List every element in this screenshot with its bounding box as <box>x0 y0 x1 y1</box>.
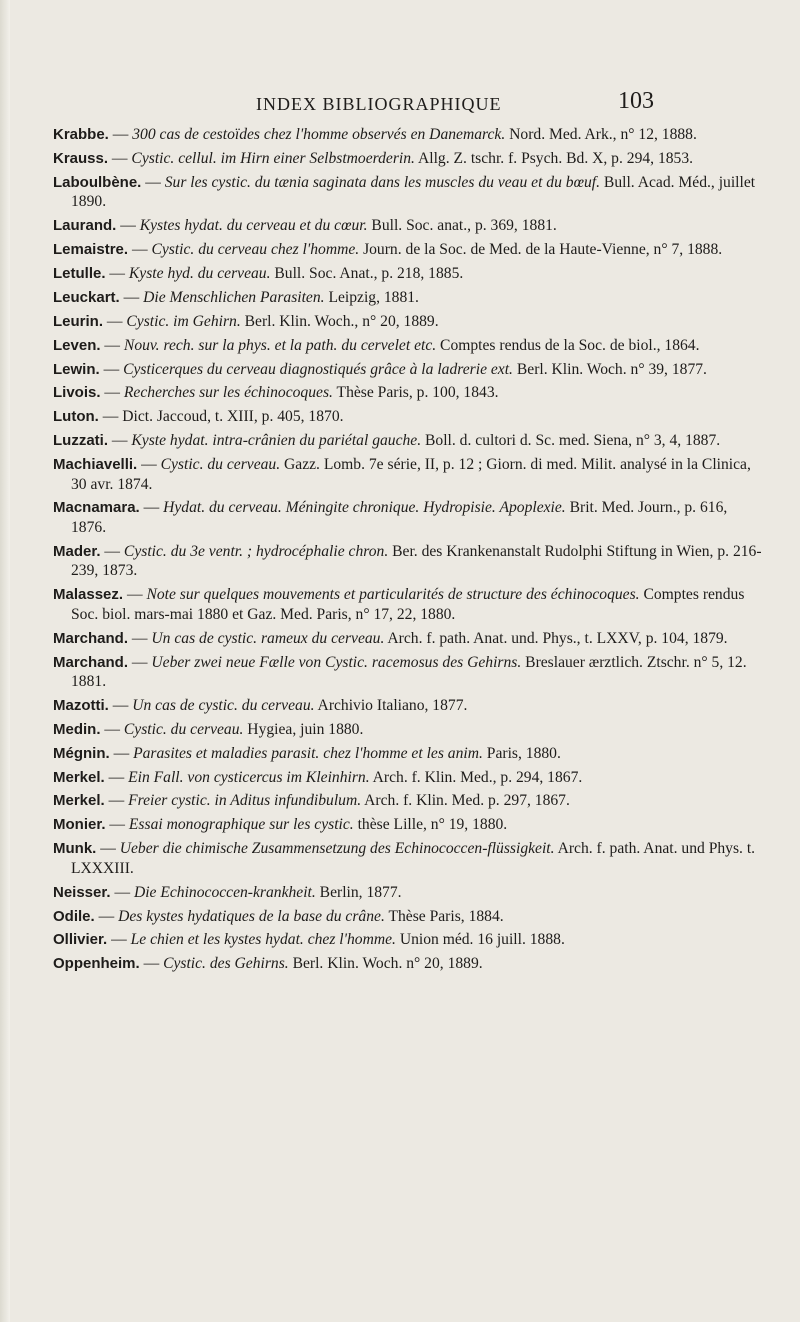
entry-separator: — <box>100 336 124 354</box>
entry-separator: — <box>104 768 129 786</box>
entry-author: Leurin. <box>53 312 104 330</box>
bibliography-entry <box>53 336 763 356</box>
entry-source: Bull. Acad. Méd., juillet 1890. <box>71 173 756 211</box>
entry-author: Mazotti. <box>53 696 109 714</box>
entry-author: Monier. <box>53 816 106 834</box>
entry-source: Nord. Med. Ark., n° 12, 1888. <box>505 126 697 143</box>
entry-separator: — <box>107 931 131 949</box>
bibliography-entry <box>53 455 763 494</box>
entry-source: Dict. Jaccoud, t. XIII, p. 405, 1870. <box>122 408 344 426</box>
entry-source: Arch. f. Klin. Med., p. 294, 1867. <box>369 768 583 786</box>
entry-separator: — <box>116 217 140 235</box>
entry-title: Cystic. du 3e ventr. ; hydrocéphalie chron. <box>123 542 389 560</box>
entry-title: Cystic. des Gehirns. <box>163 955 289 973</box>
entry-author: Leuckart. <box>53 288 120 306</box>
entry-source: Ber. des Krankenanstalt Rudolphi Stiftung in Wien, p. 216-239, 1873. <box>71 542 762 580</box>
entry-source: Berl. Klin. Woch. n° 39, 1877. <box>512 360 707 378</box>
entry-source: Bull. Soc. Anat., p. 218, 1885. <box>270 264 464 282</box>
entry-separator: — <box>108 432 132 450</box>
entry-source: thèse Lille, n° 19, 1880. <box>353 816 508 834</box>
entry-separator: — <box>123 586 147 604</box>
entry-separator: — <box>119 288 144 306</box>
entry-title: 300 cas de cestoïdes chez l'homme observés en Danemarck. <box>132 126 506 143</box>
bibliography-entry <box>53 768 763 788</box>
bibliography-entry <box>53 542 763 581</box>
entry-source: Thèse Paris, p. 100, 1843. <box>332 384 499 402</box>
entry-author: Ollivier. <box>53 931 108 949</box>
entry-source: Berlin, 1877. <box>315 883 402 901</box>
entry-author: Mader. <box>53 542 101 560</box>
bibliography-entry <box>53 240 763 260</box>
entry-title: Parasites et maladies parasit. chez l'homme et les anim. <box>133 744 483 762</box>
entry-separator: — <box>139 955 164 973</box>
entry-title: Cysticerques du cerveau diagnostiqués grâce à la ladrerie ext. <box>123 360 513 378</box>
entry-title: Essai monographique sur les cystic. <box>128 816 354 834</box>
entry-author: Medin. <box>53 720 101 738</box>
entry-author: Krabbe. <box>53 126 109 143</box>
entry-author: Laurand. <box>53 217 117 235</box>
bibliography-entry <box>53 149 763 169</box>
bibliography-entry <box>53 173 763 212</box>
entry-separator: — <box>103 312 127 330</box>
entry-title: Cystic. cellul. im Hirn einer Selbstmoerderin. <box>131 149 415 167</box>
entry-source: Paris, 1880. <box>482 744 561 762</box>
entry-title: Un cas de cystic. rameux du cerveau. <box>151 629 385 647</box>
entry-source: Arch. f. Klin. Med. p. 297, 1867. <box>361 792 570 810</box>
bibliography-entry <box>53 264 763 284</box>
entry-source: Comptes rendus de la Soc. de biol., 1864. <box>436 336 700 354</box>
entry-author: Luzzati. <box>53 432 108 450</box>
bibliography-entry <box>53 653 763 692</box>
entry-source: Hygiea, juin 1880. <box>243 720 364 738</box>
bibliography-entry <box>53 791 763 811</box>
entry-title: Nouv. rech. sur la phys. et la path. du cervelet etc. <box>123 336 437 354</box>
bibliography-entry <box>53 883 763 903</box>
entry-author: Merkel. <box>53 792 105 810</box>
entry-separator: — <box>108 696 133 714</box>
entry-separator: — <box>137 456 161 474</box>
entry-author: Malassez. <box>53 586 124 604</box>
entry-separator: — <box>110 883 134 901</box>
entry-source: Bull. Soc. anat., p. 369, 1881. <box>367 217 557 235</box>
entry-separator: — <box>105 264 129 282</box>
entry-title: Sur les cystic. du tænia saginata dans les muscles du veau et du bœuf. <box>164 173 601 191</box>
entry-source: Berl. Klin. Woch., n° 20, 1889. <box>240 312 439 330</box>
entry-author: Letulle. <box>53 264 106 282</box>
entry-title: Recherches sur les échinocoques. <box>123 384 333 402</box>
entry-separator: — <box>104 792 129 810</box>
entry-author: Marchand. <box>53 653 129 671</box>
entry-author: Macnamara. <box>53 499 140 517</box>
entry-author: Krauss. <box>53 149 109 167</box>
entry-author: Odile. <box>53 907 95 925</box>
entry-separator: — <box>139 499 164 517</box>
entry-separator: — <box>128 629 152 647</box>
entry-author: Laboulbène. <box>53 173 142 191</box>
entry-source: Berl. Klin. Woch. n° 20, 1889. <box>288 955 483 973</box>
entry-source: Arch. f. path. Anat. und Phys. t. LXXXIII. <box>71 840 756 877</box>
entry-title: Hydat. du cerveau. Méningite chronique. Hydropisie. Apoplexie. <box>163 499 566 517</box>
entry-separator: — <box>109 744 134 762</box>
entry-author: Mégnin. <box>53 744 110 762</box>
entry-author: Merkel. <box>53 768 105 786</box>
entry-separator: — <box>128 241 152 259</box>
entry-source: Boll. d. cultori d. Sc. med. Siena, n° 3, 4, 1887. <box>421 432 721 450</box>
entry-source: Breslauer ærztlich. Ztschr. n° 5, 12. 1881. <box>71 653 747 691</box>
entry-title: Cystic. du cerveau. <box>160 456 281 474</box>
bibliography-entry <box>53 930 763 950</box>
entry-separator: — <box>108 149 132 167</box>
entry-title: Cystic. im Gehirn. <box>126 312 241 330</box>
entry-title: Die Menschlichen Parasiten. <box>143 288 325 306</box>
entry-source: Brit. Med. Journ., p. 616, 1876. <box>71 499 728 536</box>
page-header <box>0 80 800 120</box>
entry-title: Note sur quelques mouvements et particularités de structure des échinocoques. <box>146 586 640 604</box>
entry-title: Cystic. du cerveau. <box>123 720 244 738</box>
bibliography-entry <box>53 431 763 451</box>
entry-separator: — <box>99 360 124 378</box>
bibliography-entry <box>53 720 763 740</box>
bibliography-entry <box>53 744 763 764</box>
entry-title: Un cas de cystic. du cerveau. <box>132 696 315 714</box>
entry-source: Archivio Italiano, 1877. <box>314 696 468 714</box>
bibliography-entry <box>53 907 763 927</box>
bibliography-entry <box>53 629 763 649</box>
bibliography-entry <box>53 383 763 403</box>
bibliography-entry <box>53 125 763 145</box>
entry-separator: — <box>141 173 165 191</box>
entry-title: Kystes hydat. du cerveau et du cœur. <box>139 217 368 235</box>
entry-separator: — <box>128 653 152 671</box>
entry-separator: — <box>105 816 129 834</box>
entry-separator: — <box>96 840 120 858</box>
entry-title: Ueber zwei neue Fælle von Cystic. racemosus des Gehirns. <box>151 653 522 671</box>
bibliography-entry <box>53 839 763 878</box>
entry-author: Munk. <box>53 840 97 858</box>
entry-title: Cystic. du cerveau chez l'homme. <box>151 241 360 259</box>
bibliography-entry <box>53 407 763 427</box>
bibliography-entry <box>53 216 763 236</box>
running-title: INDEX BIBLIOGRAPHIQUE <box>256 94 502 114</box>
bibliography-entry <box>53 815 763 835</box>
entry-title: Die Echinococcen-krankheit. <box>133 883 316 901</box>
entry-title: Freier cystic. in Aditus infundibulum. <box>128 792 362 810</box>
entry-title: Le chien et les kystes hydat. chez l'homme. <box>130 931 396 949</box>
entry-separator: — <box>100 384 124 402</box>
entry-title: Ueber die chimische Zusammensetzung des Echinococcen-flüssigkeit. <box>119 840 555 858</box>
bibliography-entry <box>53 585 763 624</box>
bibliography-entry <box>53 696 763 716</box>
entry-author: Livois. <box>53 384 101 402</box>
entry-separator: — <box>94 907 119 925</box>
page-number: 103 <box>618 88 654 114</box>
entry-author: Leven. <box>53 336 101 354</box>
entry-author: Machiavelli. <box>53 456 138 474</box>
entry-title: Kyste hyd. du cerveau. <box>128 264 271 282</box>
entry-author: Lewin. <box>53 360 100 378</box>
entry-author: Oppenheim. <box>53 955 140 973</box>
entry-separator: — <box>100 720 124 738</box>
bibliography-entry <box>53 954 763 974</box>
entry-separator: — <box>98 408 123 426</box>
bibliography-entry <box>53 498 763 537</box>
entry-author: Marchand. <box>53 629 129 647</box>
entry-title: Ein Fall. von cysticercus im Kleinhirn. <box>128 768 370 786</box>
entry-source: Arch. f. path. Anat. und. Phys., t. LXXV, p. 104, 1879. <box>384 629 728 647</box>
entry-source: Journ. de la Soc. de Med. de la Haute-Vienne, n° 7, 1888. <box>359 241 723 259</box>
bibliography-entry <box>53 288 763 308</box>
entry-source: Allg. Z. tschr. f. Psych. Bd. X, p. 294, 1853. <box>414 149 694 167</box>
entry-separator: — <box>100 542 124 560</box>
entry-source: Union méd. 16 juill. 1888. <box>395 931 565 949</box>
entry-title: Des kystes hydatiques de la base du crâne. <box>118 907 385 925</box>
entry-source: Thèse Paris, 1884. <box>384 907 504 925</box>
bibliography-entry <box>53 360 763 380</box>
entry-separator: — <box>108 126 133 143</box>
entry-author: Luton. <box>53 408 99 426</box>
entry-author: Neisser. <box>53 883 111 901</box>
bibliography-entry <box>53 312 763 332</box>
entry-source: Leipzig, 1881. <box>324 288 419 306</box>
page-edge-shadow <box>0 0 10 1322</box>
entry-author: Lemaistre. <box>53 241 129 259</box>
entry-source: Comptes rendus Soc. biol. mars-mai 1880 et Gaz. Med. Paris, n° 17, 22, 1880. <box>71 586 745 623</box>
bibliography-list <box>53 125 763 978</box>
entry-source: Gazz. Lomb. 7e série, II, p. 12 ; Giorn. di med. Milit. analysé in la Clinica, 30 avr. 1874. <box>71 456 751 493</box>
entry-title: Kyste hydat. intra-crânien du pariétal gauche. <box>131 432 422 450</box>
